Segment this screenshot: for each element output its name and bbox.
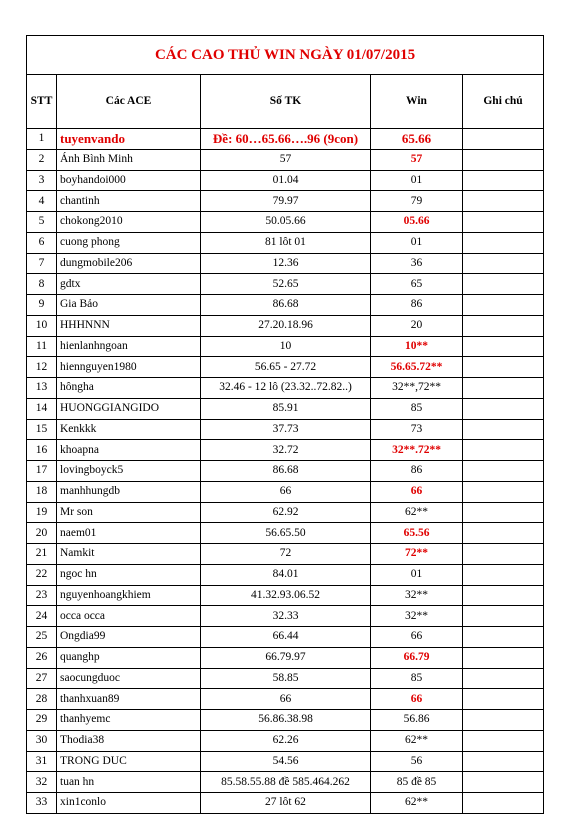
table-row: [27, 398, 544, 419]
row-note: [463, 378, 544, 399]
row-stt: 13: [27, 378, 57, 399]
row-note: [463, 440, 544, 461]
table-row: [27, 606, 544, 627]
row-note: [463, 398, 544, 419]
row-note: [463, 772, 544, 793]
header-note: Ghi chú: [463, 75, 544, 129]
row-win: 65.66: [371, 129, 463, 150]
row-win: 01: [371, 170, 463, 191]
row-ace-name: hienlanhngoan: [57, 336, 201, 357]
row-win: 86: [371, 295, 463, 316]
row-stt: 2: [27, 149, 57, 170]
table-row: [27, 502, 544, 523]
row-ace-name: Namkit: [57, 544, 201, 565]
row-note: [463, 689, 544, 710]
row-ace-name: HUONGGIANGIDO: [57, 398, 201, 419]
row-ace-name: TRONG DUC: [57, 751, 201, 772]
row-tk: 57: [201, 149, 371, 170]
table-row: [27, 461, 544, 482]
table-row: [27, 523, 544, 544]
row-stt: 12: [27, 357, 57, 378]
row-ace-name: nguyenhoangkhiem: [57, 585, 201, 606]
row-ace-name: tuyenvando: [57, 129, 201, 150]
row-ace-name: Mr son: [57, 502, 201, 523]
row-ace-name: chantinh: [57, 191, 201, 212]
row-win: 85 đề 85: [371, 772, 463, 793]
row-tk: 66.79.97: [201, 647, 371, 668]
row-win: 62**: [371, 730, 463, 751]
row-ace-name: saocungduoc: [57, 668, 201, 689]
row-note: [463, 606, 544, 627]
table-row: [27, 544, 544, 565]
row-ace-name: xin1conlo: [57, 793, 201, 814]
row-note: [463, 295, 544, 316]
table-row: [27, 232, 544, 253]
row-note: [463, 710, 544, 731]
header-ace: Các ACE: [57, 75, 201, 129]
row-tk: 52.65: [201, 274, 371, 295]
row-stt: 15: [27, 419, 57, 440]
table-row: [27, 170, 544, 191]
row-stt: 7: [27, 253, 57, 274]
row-ace-name: Thodia38: [57, 730, 201, 751]
row-win: 66: [371, 627, 463, 648]
table-row: [27, 647, 544, 668]
row-tk: 56.65.50: [201, 523, 371, 544]
row-ace-name: Ongdia99: [57, 627, 201, 648]
row-win: 32**: [371, 606, 463, 627]
table-row: [27, 793, 544, 814]
table-row: [27, 295, 544, 316]
row-stt: 26: [27, 647, 57, 668]
table-row: [27, 710, 544, 731]
row-tk: 41.32.93.06.52: [201, 585, 371, 606]
row-note: [463, 232, 544, 253]
row-tk: 62.26: [201, 730, 371, 751]
row-ace-name: gdtx: [57, 274, 201, 295]
row-win: 66.79: [371, 647, 463, 668]
row-win: 85: [371, 668, 463, 689]
header-tk: Số TK: [201, 75, 371, 129]
row-stt: 28: [27, 689, 57, 710]
row-ace-name: Gia Bảo: [57, 295, 201, 316]
table-row: [27, 730, 544, 751]
row-win: 79: [371, 191, 463, 212]
row-stt: 14: [27, 398, 57, 419]
row-tk: 50.05.66: [201, 212, 371, 233]
row-stt: 17: [27, 461, 57, 482]
header-stt: STT: [27, 75, 57, 129]
row-stt: 21: [27, 544, 57, 565]
row-win: 65: [371, 274, 463, 295]
table-row: [27, 772, 544, 793]
table-row: [27, 357, 544, 378]
row-ace-name: chokong2010: [57, 212, 201, 233]
row-note: [463, 170, 544, 191]
table-row: [27, 751, 544, 772]
row-tk: 85.58.55.88 đề 585.464.262: [201, 772, 371, 793]
table-row: [27, 149, 544, 170]
row-ace-name: cuong phong: [57, 232, 201, 253]
row-tk: 85.91: [201, 398, 371, 419]
row-win: 32**.72**: [371, 440, 463, 461]
row-ace-name: Kenkkk: [57, 419, 201, 440]
row-note: [463, 585, 544, 606]
table-row: [27, 481, 544, 502]
row-stt: 25: [27, 627, 57, 648]
row-win: 62**: [371, 793, 463, 814]
row-stt: 16: [27, 440, 57, 461]
row-stt: 8: [27, 274, 57, 295]
row-tk: 27 lôt 62: [201, 793, 371, 814]
row-win: 62**: [371, 502, 463, 523]
row-tk: 12.36: [201, 253, 371, 274]
table-row: [27, 378, 544, 399]
row-tk: 66: [201, 689, 371, 710]
row-note: [463, 502, 544, 523]
row-stt: 30: [27, 730, 57, 751]
row-stt: 18: [27, 481, 57, 502]
row-stt: 1: [27, 129, 57, 150]
row-win: 57: [371, 149, 463, 170]
row-win: 66: [371, 481, 463, 502]
row-win: 85: [371, 398, 463, 419]
row-note: [463, 315, 544, 336]
row-tk: 56.65 - 27.72: [201, 357, 371, 378]
row-tk: 56.86.38.98: [201, 710, 371, 731]
row-tk: 27.20.18.96: [201, 315, 371, 336]
header-row: [27, 75, 544, 129]
row-tk: 58.85: [201, 668, 371, 689]
row-tk: 66: [201, 481, 371, 502]
row-win: 01: [371, 564, 463, 585]
row-win: 72**: [371, 544, 463, 565]
row-ace-name: dungmobile206: [57, 253, 201, 274]
table-row: [27, 564, 544, 585]
row-note: [463, 253, 544, 274]
row-win: 66: [371, 689, 463, 710]
row-note: [463, 627, 544, 648]
table-body: [27, 129, 544, 814]
row-note: [463, 523, 544, 544]
row-ace-name: HHHNNN: [57, 315, 201, 336]
row-tk: 10: [201, 336, 371, 357]
row-stt: 31: [27, 751, 57, 772]
winners-table: [26, 35, 544, 814]
table-row: [27, 129, 544, 150]
table-row: [27, 253, 544, 274]
row-stt: 4: [27, 191, 57, 212]
row-stt: 10: [27, 315, 57, 336]
row-stt: 5: [27, 212, 57, 233]
row-note: [463, 336, 544, 357]
row-note: [463, 564, 544, 585]
table-row: [27, 191, 544, 212]
row-tk: 81 lôt 01: [201, 232, 371, 253]
row-note: [463, 149, 544, 170]
row-win: 10**: [371, 336, 463, 357]
table-row: [27, 315, 544, 336]
row-tk: 86.68: [201, 461, 371, 482]
row-win: 56.86: [371, 710, 463, 731]
row-note: [463, 357, 544, 378]
winners-sheet: [26, 35, 543, 814]
row-win: 73: [371, 419, 463, 440]
row-tk: 32.72: [201, 440, 371, 461]
title-row: [27, 36, 544, 75]
row-ace-name: lovingboyck5: [57, 461, 201, 482]
row-stt: 9: [27, 295, 57, 316]
sheet-title: CÁC CAO THỦ WIN NGÀY 01/07/2015: [27, 36, 544, 75]
row-win: 65.56: [371, 523, 463, 544]
row-stt: 19: [27, 502, 57, 523]
row-ace-name: quanghp: [57, 647, 201, 668]
row-ace-name: ngoc hn: [57, 564, 201, 585]
row-stt: 3: [27, 170, 57, 191]
table-row: [27, 585, 544, 606]
row-ace-name: manhhungdb: [57, 481, 201, 502]
row-tk: 62.92: [201, 502, 371, 523]
row-tk: 72: [201, 544, 371, 565]
table-row: [27, 419, 544, 440]
row-win: 86: [371, 461, 463, 482]
row-win: 56: [371, 751, 463, 772]
row-tk: 79.97: [201, 191, 371, 212]
row-win: 32**,72**: [371, 378, 463, 399]
row-note: [463, 212, 544, 233]
row-note: [463, 730, 544, 751]
row-tk: Đề: 60…65.66….96 (9con): [201, 129, 371, 150]
row-stt: 6: [27, 232, 57, 253]
row-note: [463, 129, 544, 150]
row-note: [463, 793, 544, 814]
row-note: [463, 191, 544, 212]
header-win: Win: [371, 75, 463, 129]
row-stt: 24: [27, 606, 57, 627]
row-ace-name: khoapna: [57, 440, 201, 461]
table-row: [27, 336, 544, 357]
row-tk: 32.46 - 12 lô (23.32..72.82..): [201, 378, 371, 399]
row-ace-name: thanhxuan89: [57, 689, 201, 710]
row-stt: 32: [27, 772, 57, 793]
row-tk: 01.04: [201, 170, 371, 191]
row-tk: 66.44: [201, 627, 371, 648]
row-win: 32**: [371, 585, 463, 606]
row-win: 36: [371, 253, 463, 274]
row-stt: 33: [27, 793, 57, 814]
table-row: [27, 274, 544, 295]
row-ace-name: occa occa: [57, 606, 201, 627]
row-stt: 20: [27, 523, 57, 544]
row-ace-name: thanhyemc: [57, 710, 201, 731]
row-note: [463, 274, 544, 295]
row-tk: 84.01: [201, 564, 371, 585]
row-note: [463, 544, 544, 565]
row-note: [463, 668, 544, 689]
row-win: 56.65.72**: [371, 357, 463, 378]
table-row: [27, 212, 544, 233]
row-ace-name: tuan hn: [57, 772, 201, 793]
row-stt: 22: [27, 564, 57, 585]
table-row: [27, 627, 544, 648]
row-stt: 29: [27, 710, 57, 731]
row-tk: 37.73: [201, 419, 371, 440]
row-ace-name: hiennguyen1980: [57, 357, 201, 378]
row-note: [463, 419, 544, 440]
row-ace-name: hôngha: [57, 378, 201, 399]
row-ace-name: Ánh Bình Minh: [57, 149, 201, 170]
table-row: [27, 668, 544, 689]
row-stt: 23: [27, 585, 57, 606]
table-row: [27, 440, 544, 461]
row-stt: 11: [27, 336, 57, 357]
row-win: 01: [371, 232, 463, 253]
row-stt: 27: [27, 668, 57, 689]
row-ace-name: boyhandoi000: [57, 170, 201, 191]
row-win: 20: [371, 315, 463, 336]
row-note: [463, 751, 544, 772]
row-tk: 54.56: [201, 751, 371, 772]
row-note: [463, 481, 544, 502]
row-note: [463, 461, 544, 482]
row-win: 05.66: [371, 212, 463, 233]
row-ace-name: naem01: [57, 523, 201, 544]
row-tk: 86.68: [201, 295, 371, 316]
table-row: [27, 689, 544, 710]
row-tk: 32.33: [201, 606, 371, 627]
row-note: [463, 647, 544, 668]
